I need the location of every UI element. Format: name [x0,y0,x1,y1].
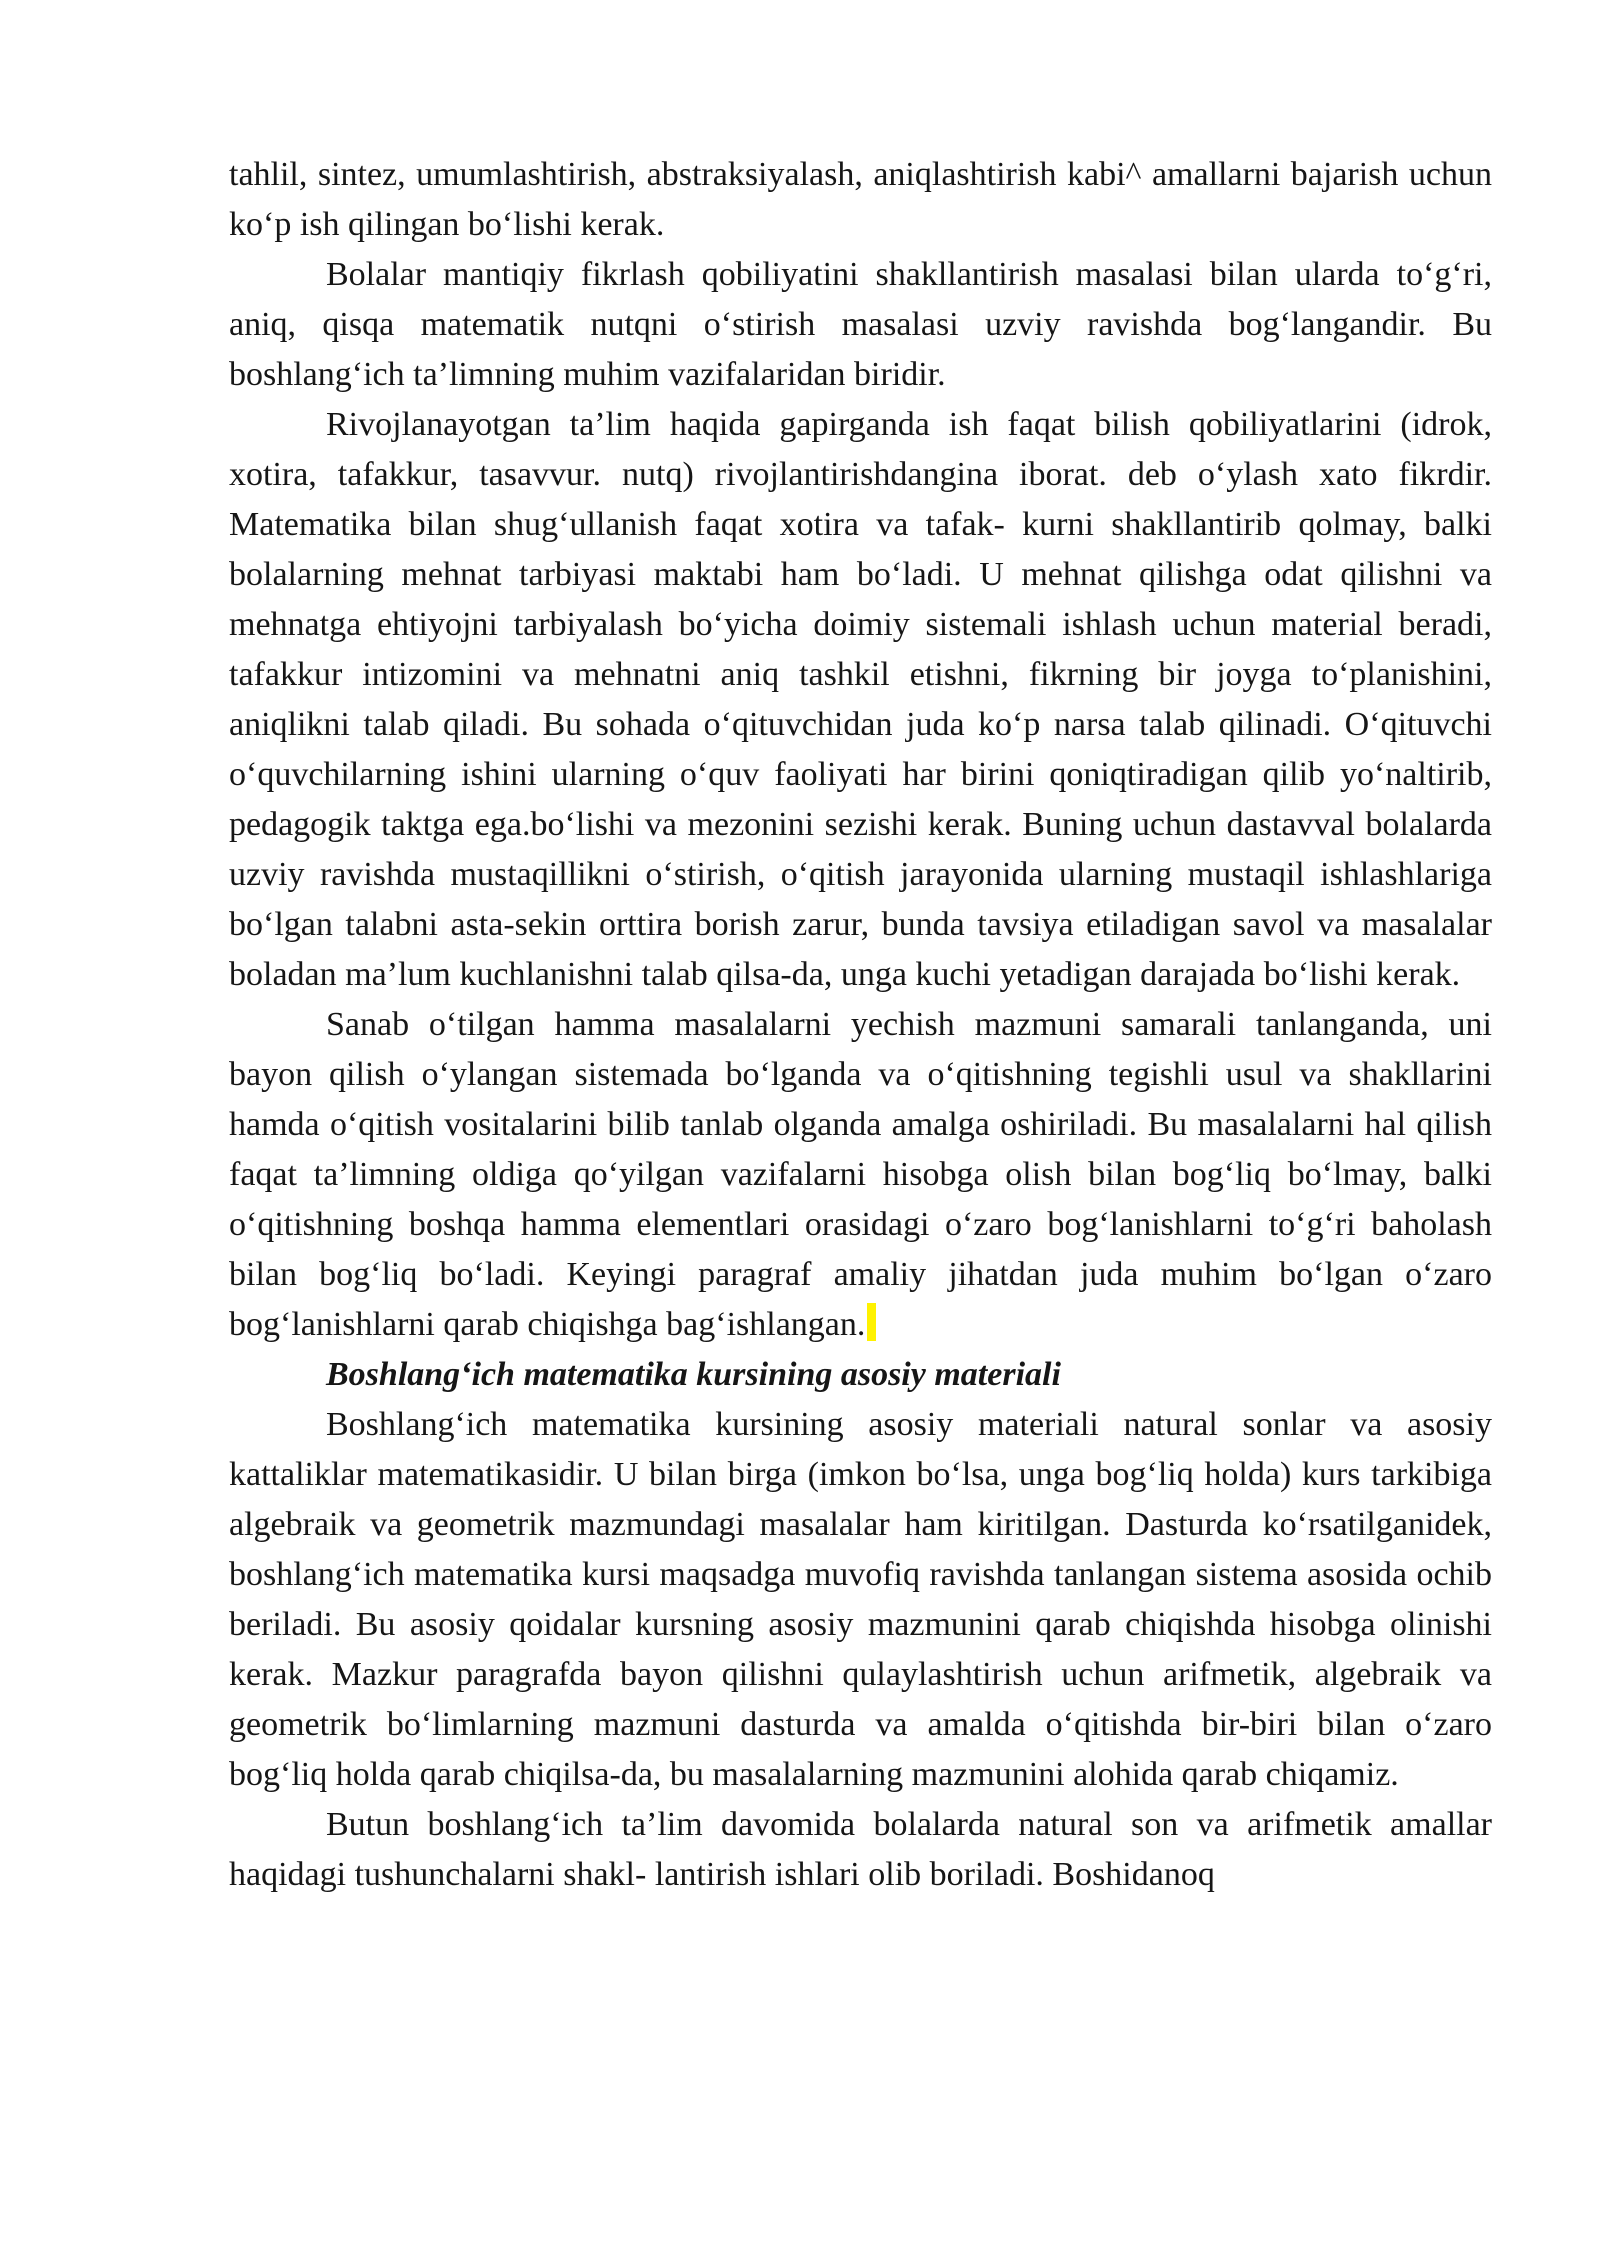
document-page [229,150,1492,1900]
paragraph-5: Boshlang‘ich matematika kursining asosiy materiali natural sonlar va asosiy kattaliklar matematikasidir. U bilan birga (imkon bo‘lsa, unga bog‘liq holda) kurs tarkibiga algebraik va geometrik mazmundagi masalalar ham kiritilgan. Dasturda ko‘rsatilganidek, boshlang‘ich matematika kursi maqsadga muvofiq ravishda tanlangan sistema asosida ochib beriladi. Bu asosiy qoidalar kursning asosiy mazmunini qarab chiqishda hisobga olinishi kerak. Mazkur paragrafda bayon qilishni qulaylashtirish uchun arifmetik, algebraik va geometrik bo‘limlarning mazmuni dasturda va amalda o‘qitishda bir-biri bilan o‘zaro bog‘liq holda qarab chiqilsa-da, bu masalalarning mazmunini alohida qarab chiqamiz. [229,1406,1492,1793]
section-heading: Boshlang‘ich matematika kursining asosiy materiali [326,1356,1061,1393]
paragraph-4-text: Sanab o‘tilgan hamma masalalarni yechish mazmuni samarali tanlanganda, uni bayon qilish o‘ylangan sistemada bo‘lganda va o‘qitishning tegishli usul va shakllarini hamda o‘qitish vositalarini bilib tanlab olganda amalga oshiriladi. Bu masalalarni hal qilish faqat ta’limning oldiga qo‘yilgan vazifalarni hisobga olish bilan bog‘liq bo‘lmay, balki o‘qitishning boshqa hamma elementlari orasidagi o‘zaro bog‘lanishlarni to‘g‘ri baholash bilan bog‘liq bo‘ladi. Keyingi paragraf amaliy jihatdan juda muhim bo‘lgan o‘zaro bog‘lanishlarni qarab chiqishga bag‘ishlangan. [229,1006,1492,1343]
paragraph-1: tahlil, sintez, umumlashtirish, abstraksiyalash, aniqlashtirish kabi^ amallarni bajarish uchun ko‘p ish qilingan bo‘lishi kerak. [229,156,1492,243]
paragraph-6: Butun boshlang‘ich ta’lim davomida bolalarda natural son va arifmetik amallar haqidagi tushunchalarni shakl- lantirish ishlari olib boriladi. Boshidanoq [229,1806,1492,1893]
text-cursor-highlight [867,1303,876,1341]
paragraph-3: Rivojlanayotgan ta’lim haqida gapirganda ish faqat bilish qobiliyatlarini (idrok, xotira, tafakkur, tasavvur. nutq) rivojlantirishdangina iborat. deb o‘ylash xato fikrdir. Matematika bilan shug‘ullanish faqat xotira va tafak- kurni shakllantirib qolmay, balki bolalarning mehnat tarbiyasi maktabi ham bo‘ladi. U mehnat qilishga odat qilishni va mehnatga ehtiyojni tarbiyalash bo‘yicha doimiy sistemali ishlash uchun material beradi, tafakkur intizomini va mehnatni aniq tashkil etishni, fikrning bir joyga to‘planishini, aniqlikni talab qiladi. Bu sohada o‘qituvchidan juda ko‘p narsa talab qilinadi. O‘qituvchi o‘quvchilarning ishini ularning o‘quv faoliyati har birini qoniqtiradigan qilib yo‘naltirib, pedagogik taktga ega.bo‘lishi va mezonini sezishi kerak. Buning uchun dastavval bolalarda uzviy ravishda mustaqillikni o‘stirish, o‘qitish jarayonida ularning mustaqil ishlashlariga bo‘lgan talabni asta-sekin orttira borish zarur, bunda tavsiya etiladigan savol va masalalar boladan ma’lum kuchlanishni talab qilsa-da, unga kuchi yetadigan darajada bo‘lishi kerak. [229,406,1492,993]
paragraph-2: Bolalar mantiqiy fikrlash qobiliyatini shakllantirish masalasi bilan ularda to‘g‘ri, aniq, qisqa matematik nutqni o‘stirish masalasi uzviy ravishda bog‘langandir. Bu boshlang‘ich ta’limning muhim vazifalaridan biridir. [229,256,1492,393]
paragraph-4 [229,1000,1492,1350]
